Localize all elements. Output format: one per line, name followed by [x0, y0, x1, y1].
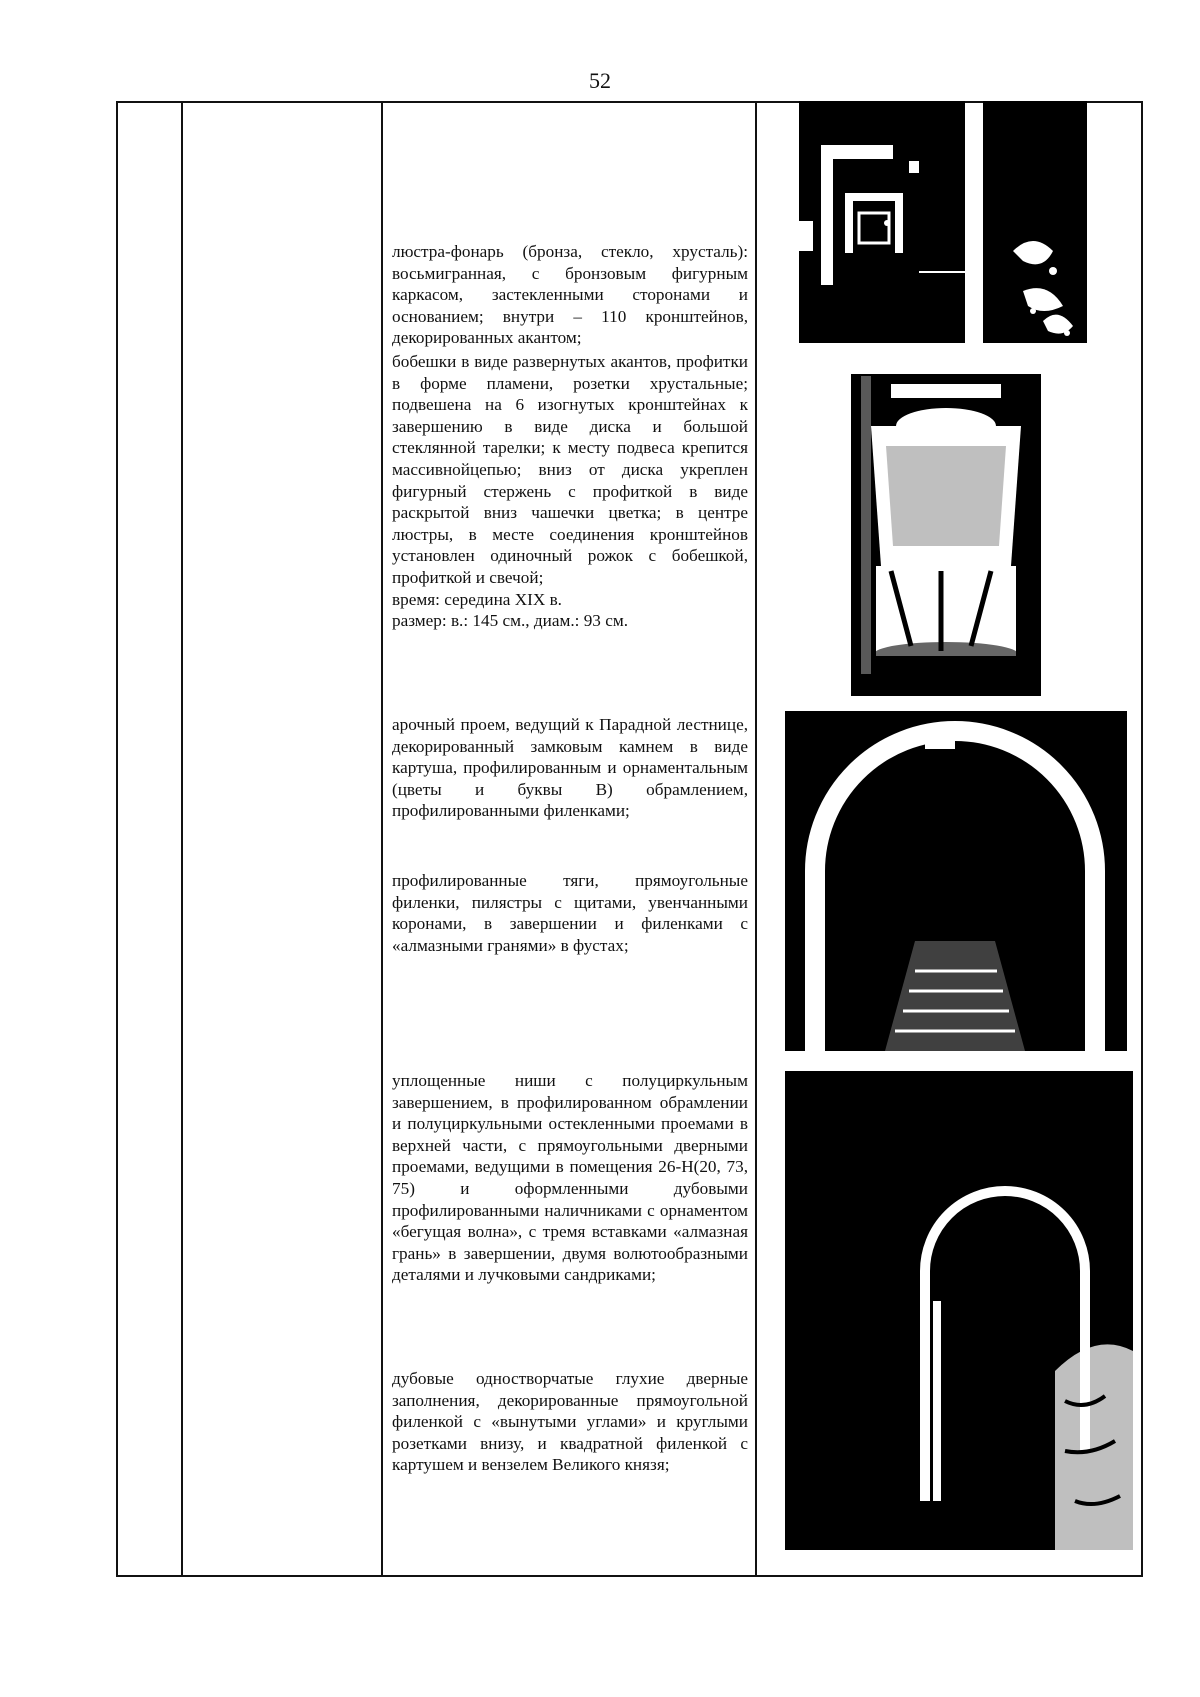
column-divider: [381, 103, 383, 1575]
paragraph: размер: в.: 145 см., диам.: 93 см.: [392, 611, 629, 631]
chandelier-top-photo: [799, 101, 965, 343]
chandelier-description: [392, 241, 748, 632]
paragraph: люстра-фонарь (бронза, стекло, хрусталь): восьмигранная, с бронзовым фигурным каркасом, застекленными сторонами и основанием; внутри – 110 кронштейнов, декорированных акантом;: [392, 242, 748, 348]
paragraph: профилированные тяги, прямоугольные филенки, пилястры с щитами, увенчанными коронами, в завершении и филенками с «алмазными гранями» в фустах;: [392, 871, 748, 955]
niches-description: [392, 1070, 748, 1286]
paragraph: время: середина XIX в.: [392, 589, 562, 609]
column-divider: [181, 103, 183, 1575]
arched-niche-photo: [785, 1071, 1133, 1550]
paragraph: уплощенные ниши с полуциркульным завершением, в профилированном обрамлении и полуциркульными остекленными проемами в верхней части, с прямоугольными дверными проемами, ведущими в помещения 26-Н(20, 73, 75) и оформленными дубовыми профилированными наличниками с орнаментом «бегущая волна», с тремя вставками «алмазная грань» в завершении, двумя волютообразными деталями и лучковыми сандриками;: [392, 1071, 748, 1285]
column-divider: [755, 103, 757, 1575]
pilasters-description: [392, 870, 748, 956]
doors-description: [392, 1368, 748, 1476]
chandelier-photo: [851, 356, 1041, 696]
arch-staircase-photo: [785, 711, 1127, 1051]
paragraph: арочный проем, ведущий к Парадной лестнице, декорированный замковым камнем в виде картуша, профилированным и орнаментальным (цветы и буквы В) обрамлением, профилированными филенками;: [392, 715, 748, 821]
page-number: 52: [589, 68, 611, 93]
arch-description: [392, 714, 748, 822]
paragraph: дубовые одностворчатые глухие дверные заполнения, декорированные прямоугольной филенкой с «вынутыми углами» и круглыми розетками внизу, и квадратной филенкой с картушем и вензелем Великого князя;: [392, 1369, 748, 1475]
paragraph: бобешки в виде развернутых акантов, профитки в форме пламени, розетки хрустальные; подвешена на 6 изогнутых кронштейнах к завершению в виде диска и большой стеклянной тарелки; к месту подвеса крепится массивнойцепью; вниз от диска укреплен фигурный стержень с профиткой в виде раскрытой вниз чашечки цветка; в центре люстры, в месте соединения кронштейнов установлен одиночный рожок с бобешкой, профиткой и свечой;: [392, 351, 748, 587]
ornament-detail-photo: [983, 101, 1087, 343]
